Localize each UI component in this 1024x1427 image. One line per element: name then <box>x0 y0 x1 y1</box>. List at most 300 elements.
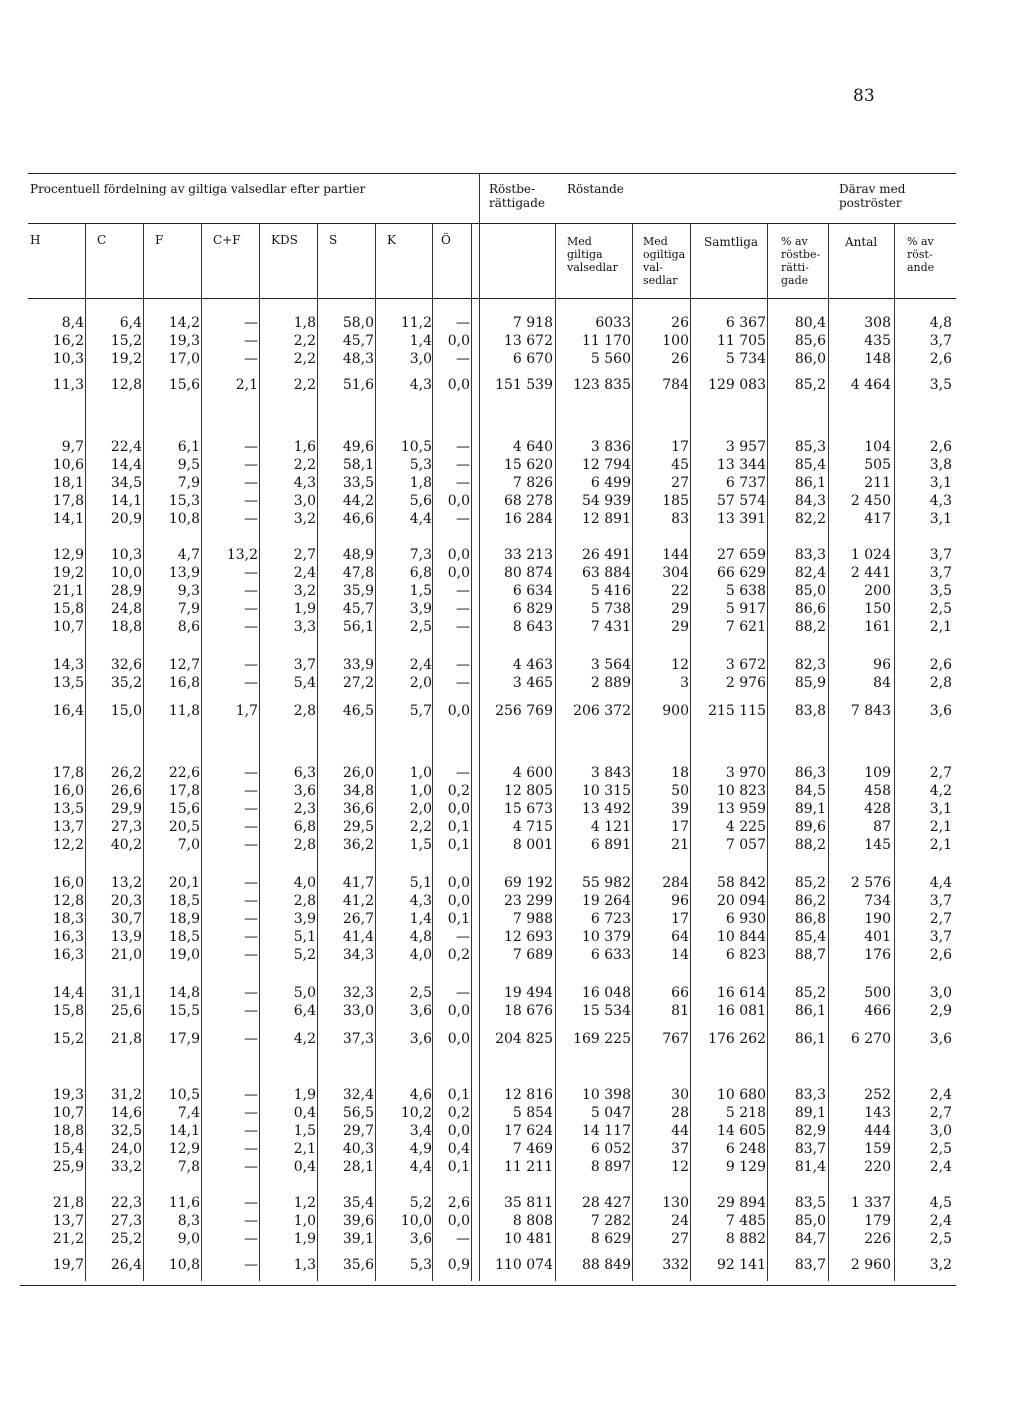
cell-o: — <box>456 601 470 617</box>
cell-f: 17,9 <box>168 1031 200 1047</box>
cell-pct-rostber: 85,2 <box>794 875 826 891</box>
cell-f: 22,6 <box>168 765 200 781</box>
cell-f: 12,7 <box>168 657 200 673</box>
cell-s: 32,4 <box>342 1087 374 1103</box>
cell-s: 41,2 <box>342 893 374 909</box>
cell-f: 6,1 <box>177 439 200 455</box>
table-row <box>0 1255 1024 1275</box>
cell-s: 27,2 <box>342 675 374 691</box>
cell-antal: 401 <box>864 929 891 945</box>
cell-samtliga: 13 344 <box>717 457 766 473</box>
table-row <box>0 349 1024 369</box>
cell-antal: 1 024 <box>850 547 891 563</box>
cell-pct-rostber: 86,0 <box>794 351 826 367</box>
cell-rostberattigade: 110 074 <box>495 1257 553 1273</box>
cell-s: 41,7 <box>342 875 374 891</box>
cell-rostberattigade: 7 826 <box>512 475 553 491</box>
cell-rostberattigade: 19 494 <box>504 985 553 1001</box>
cell-k: 3,9 <box>409 601 432 617</box>
cell-o: 0,1 <box>447 819 470 835</box>
cell-pct-rost: 3,1 <box>929 801 952 817</box>
cell-h: 13,5 <box>52 801 84 817</box>
cell-k: 1,8 <box>409 475 432 491</box>
cell-kds: 1,6 <box>293 439 316 455</box>
cell-k: 2,0 <box>409 801 432 817</box>
cell-rostberattigade: 10 481 <box>504 1231 553 1247</box>
cell-med-ogiltiga: 17 <box>671 911 689 927</box>
table-title: Procentuell fördelning av giltiga valsedlar efter partier <box>30 182 366 196</box>
cell-pct-rost: 2,4 <box>929 1213 952 1229</box>
cell-s: 46,5 <box>342 703 374 719</box>
cell-med-giltiga: 5 738 <box>590 601 631 617</box>
cell-pct-rostber: 88,7 <box>794 947 826 963</box>
cell-h: 11,3 <box>52 377 84 393</box>
cell-rostberattigade: 8 643 <box>512 619 553 635</box>
cell-antal: 7 843 <box>850 703 891 719</box>
cell-s: 35,4 <box>342 1195 374 1211</box>
cell-antal: 150 <box>864 601 891 617</box>
cell-f: 20,1 <box>168 875 200 891</box>
cell-kds: 4,3 <box>293 475 316 491</box>
cell-samtliga: 4 225 <box>725 819 766 835</box>
cell-rostberattigade: 8 001 <box>512 837 553 853</box>
cell-kds: 6,3 <box>293 765 316 781</box>
cell-samtliga: 9 129 <box>725 1159 766 1175</box>
cell-samtliga: 7 621 <box>725 619 766 635</box>
cell-rostberattigade: 16 284 <box>504 511 553 527</box>
cell-h: 10,3 <box>52 351 84 367</box>
cell-antal: 104 <box>864 439 891 455</box>
header-darav-line1: Därav med <box>839 182 906 196</box>
cell-med-ogiltiga: 45 <box>671 457 689 473</box>
cell-o: 0,2 <box>447 947 470 963</box>
cell-o: — <box>456 1231 470 1247</box>
cell-s: 56,1 <box>342 619 374 635</box>
table-row <box>0 781 1024 801</box>
cell-pct-rost: 2,7 <box>929 765 952 781</box>
cell-cf: — <box>244 333 258 349</box>
cell-samtliga: 10 680 <box>717 1087 766 1103</box>
cell-rostberattigade: 204 825 <box>495 1031 553 1047</box>
cell-s: 36,6 <box>342 801 374 817</box>
cell-pct-rostber: 84,5 <box>794 783 826 799</box>
cell-med-ogiltiga: 12 <box>671 1159 689 1175</box>
cell-antal: 161 <box>864 619 891 635</box>
cell-h: 21,2 <box>52 1231 84 1247</box>
cell-med-giltiga: 6 891 <box>590 837 631 853</box>
table-row <box>0 817 1024 837</box>
cell-o: — <box>456 985 470 1001</box>
cell-med-giltiga: 5 416 <box>590 583 631 599</box>
cell-cf: — <box>244 1087 258 1103</box>
cell-c: 6,4 <box>119 315 142 331</box>
table-row <box>0 1211 1024 1231</box>
cell-s: 45,7 <box>342 601 374 617</box>
cell-c: 24,0 <box>110 1141 142 1157</box>
header-med-giltiga-1: Med <box>567 235 592 248</box>
table-row <box>0 375 1024 395</box>
cell-cf: — <box>244 1213 258 1229</box>
cell-rostberattigade: 5 854 <box>512 1105 553 1121</box>
table-row <box>0 983 1024 1003</box>
cell-o: 0,0 <box>447 875 470 891</box>
cell-cf: — <box>244 511 258 527</box>
cell-antal: 220 <box>864 1159 891 1175</box>
cell-kds: 5,1 <box>293 929 316 945</box>
cell-antal: 226 <box>864 1231 891 1247</box>
cell-pct-rostber: 82,4 <box>794 565 826 581</box>
cell-kds: 3,6 <box>293 783 316 799</box>
cell-pct-rost: 4,8 <box>929 315 952 331</box>
cell-cf: — <box>244 985 258 1001</box>
cell-antal: 200 <box>864 583 891 599</box>
cell-samtliga: 129 083 <box>708 377 766 393</box>
table-bottom-rule <box>20 1285 956 1286</box>
cell-pct-rost: 2,6 <box>929 947 952 963</box>
cell-rostberattigade: 15 620 <box>504 457 553 473</box>
cell-rostberattigade: 69 192 <box>504 875 553 891</box>
cell-f: 7,9 <box>177 601 200 617</box>
cell-rostberattigade: 12 816 <box>504 1087 553 1103</box>
cell-pct-rost: 2,7 <box>929 1105 952 1121</box>
header-col-c: C <box>97 233 107 247</box>
cell-antal: 96 <box>873 657 891 673</box>
cell-f: 7,0 <box>177 837 200 853</box>
cell-c: 31,1 <box>110 985 142 1001</box>
cell-h: 14,4 <box>52 985 84 1001</box>
cell-med-giltiga: 8 629 <box>590 1231 631 1247</box>
cell-pct-rostber: 83,3 <box>794 547 826 563</box>
cell-h: 18,8 <box>52 1123 84 1139</box>
cell-h: 21,8 <box>52 1195 84 1211</box>
table-row <box>0 1139 1024 1159</box>
header-med-giltiga-3: valsedlar <box>567 261 618 274</box>
cell-rostberattigade: 6 829 <box>512 601 553 617</box>
cell-cf: — <box>244 1195 258 1211</box>
header-col-k: K <box>387 233 396 247</box>
cell-f: 15,6 <box>168 801 200 817</box>
cell-rostberattigade: 4 463 <box>512 657 553 673</box>
cell-med-giltiga: 12 891 <box>582 511 631 527</box>
cell-pct-rostber: 85,4 <box>794 457 826 473</box>
cell-c: 26,2 <box>110 765 142 781</box>
cell-h: 8,4 <box>61 315 84 331</box>
cell-pct-rost: 2,1 <box>929 619 952 635</box>
cell-samtliga: 16 614 <box>717 985 766 1001</box>
cell-med-giltiga: 6 723 <box>590 911 631 927</box>
cell-h: 16,0 <box>52 875 84 891</box>
cell-h: 15,8 <box>52 601 84 617</box>
cell-o: 0,1 <box>447 1087 470 1103</box>
cell-c: 34,5 <box>110 475 142 491</box>
cell-rostberattigade: 15 673 <box>504 801 553 817</box>
cell-s: 34,8 <box>342 783 374 799</box>
cell-pct-rostber: 89,1 <box>794 1105 826 1121</box>
cell-med-giltiga: 8 897 <box>590 1159 631 1175</box>
cell-pct-rostber: 86,1 <box>794 475 826 491</box>
cell-k: 4,6 <box>409 1087 432 1103</box>
cell-o: 0,2 <box>447 783 470 799</box>
cell-pct-rostber: 89,1 <box>794 801 826 817</box>
cell-pct-rostber: 82,3 <box>794 657 826 673</box>
cell-antal: 500 <box>864 985 891 1001</box>
table-row <box>0 891 1024 911</box>
cell-pct-rostber: 83,7 <box>794 1257 826 1273</box>
cell-pct-rostber: 85,0 <box>794 583 826 599</box>
table-row <box>0 599 1024 619</box>
cell-antal: 308 <box>864 315 891 331</box>
cell-pct-rostber: 85,4 <box>794 929 826 945</box>
cell-cf: — <box>244 565 258 581</box>
cell-h: 15,2 <box>52 1031 84 1047</box>
cell-f: 11,6 <box>168 1195 200 1211</box>
cell-pct-rost: 2,5 <box>929 601 952 617</box>
cell-med-ogiltiga: 66 <box>671 985 689 1001</box>
cell-f: 14,1 <box>168 1123 200 1139</box>
cell-med-ogiltiga: 767 <box>662 1031 689 1047</box>
cell-o: 0,1 <box>447 837 470 853</box>
table-row <box>0 655 1024 675</box>
cell-k: 3,6 <box>409 1231 432 1247</box>
table-row <box>0 563 1024 583</box>
cell-c: 15,0 <box>110 703 142 719</box>
cell-s: 58,0 <box>342 315 374 331</box>
cell-med-ogiltiga: 100 <box>662 333 689 349</box>
cell-s: 32,3 <box>342 985 374 1001</box>
cell-antal: 179 <box>864 1213 891 1229</box>
cell-rostberattigade: 6 670 <box>512 351 553 367</box>
cell-med-ogiltiga: 29 <box>671 619 689 635</box>
cell-k: 10,5 <box>400 439 432 455</box>
cell-cf: 13,2 <box>226 547 258 563</box>
cell-f: 10,5 <box>168 1087 200 1103</box>
cell-cf: — <box>244 801 258 817</box>
cell-antal: 428 <box>864 801 891 817</box>
cell-f: 9,3 <box>177 583 200 599</box>
cell-cf: — <box>244 601 258 617</box>
cell-o: 0,4 <box>447 1141 470 1157</box>
cell-pct-rost: 2,6 <box>929 351 952 367</box>
cell-o: 0,0 <box>447 333 470 349</box>
cell-pct-rost: 2,1 <box>929 819 952 835</box>
cell-o: — <box>456 929 470 945</box>
cell-k: 1,0 <box>409 783 432 799</box>
cell-rostberattigade: 4 640 <box>512 439 553 455</box>
cell-med-ogiltiga: 18 <box>671 765 689 781</box>
cell-k: 1,4 <box>409 333 432 349</box>
cell-kds: 1,9 <box>293 1231 316 1247</box>
cell-c: 28,9 <box>110 583 142 599</box>
header-antal: Antal <box>845 235 878 249</box>
cell-c: 21,8 <box>110 1031 142 1047</box>
cell-o: 0,9 <box>447 1257 470 1273</box>
cell-antal: 4 464 <box>850 377 891 393</box>
cell-f: 15,6 <box>168 377 200 393</box>
cell-med-ogiltiga: 27 <box>671 475 689 491</box>
cell-h: 16,0 <box>52 783 84 799</box>
cell-c: 22,3 <box>110 1195 142 1211</box>
cell-k: 2,5 <box>409 619 432 635</box>
cell-s: 29,7 <box>342 1123 374 1139</box>
cell-cf: — <box>244 1003 258 1019</box>
cell-samtliga: 6 248 <box>725 1141 766 1157</box>
cell-kds: 4,0 <box>293 875 316 891</box>
cell-s: 45,7 <box>342 333 374 349</box>
cell-c: 14,4 <box>110 457 142 473</box>
cell-med-giltiga: 19 264 <box>582 893 631 909</box>
cell-kds: 1,9 <box>293 1087 316 1103</box>
header-col-f: F <box>155 233 164 247</box>
cell-s: 33,0 <box>342 1003 374 1019</box>
cell-med-giltiga: 123 835 <box>573 377 631 393</box>
cell-cf: — <box>244 315 258 331</box>
header-pct-rost-1: % av <box>907 235 934 248</box>
cell-f: 8,3 <box>177 1213 200 1229</box>
cell-pct-rostber: 86,6 <box>794 601 826 617</box>
cell-med-ogiltiga: 22 <box>671 583 689 599</box>
cell-pct-rost: 2,9 <box>929 1003 952 1019</box>
cell-cf: — <box>244 1159 258 1175</box>
cell-k: 1,0 <box>409 765 432 781</box>
cell-med-ogiltiga: 130 <box>662 1195 689 1211</box>
cell-k: 5,2 <box>409 1195 432 1211</box>
cell-h: 16,3 <box>52 947 84 963</box>
cell-kds: 1,3 <box>293 1257 316 1273</box>
cell-o: 0,1 <box>447 911 470 927</box>
cell-k: 2,5 <box>409 985 432 1001</box>
cell-pct-rost: 2,7 <box>929 911 952 927</box>
cell-samtliga: 5 638 <box>725 583 766 599</box>
cell-med-giltiga: 5 047 <box>590 1105 631 1121</box>
cell-f: 19,0 <box>168 947 200 963</box>
cell-samtliga: 11 705 <box>717 333 766 349</box>
header-samtliga: Samtliga <box>704 235 759 249</box>
cell-med-giltiga: 2 889 <box>590 675 631 691</box>
cell-cf: — <box>244 1123 258 1139</box>
cell-samtliga: 2 976 <box>725 675 766 691</box>
cell-k: 2,2 <box>409 819 432 835</box>
header-rostberattigade-line1: Röstbe- <box>489 182 536 196</box>
cell-s: 39,1 <box>342 1231 374 1247</box>
cell-o: 0,0 <box>447 1213 470 1229</box>
cell-antal: 252 <box>864 1087 891 1103</box>
cell-antal: 84 <box>873 675 891 691</box>
cell-kds: 2,8 <box>293 837 316 853</box>
header-pct-rost-3: ande <box>907 261 935 274</box>
cell-samtliga: 7 057 <box>725 837 766 853</box>
header-med-ogiltiga-4: sedlar <box>643 274 678 287</box>
cell-kds: 2,8 <box>293 893 316 909</box>
cell-med-giltiga: 7 431 <box>590 619 631 635</box>
cell-o: — <box>456 583 470 599</box>
cell-k: 3,6 <box>409 1031 432 1047</box>
cell-s: 26,0 <box>342 765 374 781</box>
cell-c: 31,2 <box>110 1087 142 1103</box>
cell-med-ogiltiga: 14 <box>671 947 689 963</box>
table-row <box>0 1029 1024 1049</box>
cell-o: 0,0 <box>447 801 470 817</box>
cell-kds: 3,0 <box>293 493 316 509</box>
cell-samtliga: 57 574 <box>717 493 766 509</box>
cell-med-ogiltiga: 17 <box>671 439 689 455</box>
cell-h: 13,5 <box>52 675 84 691</box>
cell-kds: 2,2 <box>293 377 316 393</box>
cell-h: 12,2 <box>52 837 84 853</box>
cell-c: 32,5 <box>110 1123 142 1139</box>
cell-s: 47,8 <box>342 565 374 581</box>
cell-h: 14,3 <box>52 657 84 673</box>
cell-o: 2,6 <box>447 1195 470 1211</box>
cell-pct-rostber: 82,2 <box>794 511 826 527</box>
cell-rostberattigade: 12 693 <box>504 929 553 945</box>
cell-pct-rostber: 83,7 <box>794 1141 826 1157</box>
cell-pct-rostber: 85,0 <box>794 1213 826 1229</box>
cell-pct-rostber: 85,3 <box>794 439 826 455</box>
cell-o: 0,0 <box>447 493 470 509</box>
cell-s: 36,2 <box>342 837 374 853</box>
cell-pct-rost: 2,5 <box>929 1231 952 1247</box>
cell-k: 4,8 <box>409 929 432 945</box>
cell-med-ogiltiga: 44 <box>671 1123 689 1139</box>
cell-pct-rost: 3,2 <box>929 1257 952 1273</box>
cell-k: 3,6 <box>409 1003 432 1019</box>
cell-kds: 1,0 <box>293 1213 316 1229</box>
cell-s: 56,5 <box>342 1105 374 1121</box>
cell-samtliga: 5 218 <box>725 1105 766 1121</box>
cell-pct-rostber: 84,3 <box>794 493 826 509</box>
cell-med-ogiltiga: 37 <box>671 1141 689 1157</box>
cell-samtliga: 10 823 <box>717 783 766 799</box>
cell-pct-rost: 3,1 <box>929 511 952 527</box>
cell-f: 17,8 <box>168 783 200 799</box>
cell-pct-rost: 3,5 <box>929 583 952 599</box>
cell-med-ogiltiga: 332 <box>662 1257 689 1273</box>
cell-f: 18,9 <box>168 911 200 927</box>
cell-pct-rost: 3,5 <box>929 377 952 393</box>
cell-f: 10,8 <box>168 511 200 527</box>
table-row <box>0 873 1024 893</box>
cell-med-ogiltiga: 29 <box>671 601 689 617</box>
cell-samtliga: 92 141 <box>717 1257 766 1273</box>
cell-pct-rost: 4,2 <box>929 783 952 799</box>
header-pct-rostber-4: gade <box>781 274 809 287</box>
cell-kds: 2,2 <box>293 333 316 349</box>
cell-f: 7,9 <box>177 475 200 491</box>
table-row <box>0 799 1024 819</box>
cell-c: 18,8 <box>110 619 142 635</box>
cell-samtliga: 6 367 <box>725 315 766 331</box>
cell-c: 10,0 <box>110 565 142 581</box>
header-pct-rostber-3: rätti- <box>781 261 809 274</box>
cell-h: 17,8 <box>52 765 84 781</box>
cell-cf: — <box>244 493 258 509</box>
cell-med-giltiga: 10 315 <box>582 783 631 799</box>
cell-cf: — <box>244 457 258 473</box>
cell-k: 4,0 <box>409 947 432 963</box>
cell-med-ogiltiga: 12 <box>671 657 689 673</box>
cell-f: 11,8 <box>168 703 200 719</box>
cell-rostberattigade: 35 811 <box>504 1195 553 1211</box>
cell-samtliga: 7 485 <box>725 1213 766 1229</box>
cell-rostberattigade: 7 469 <box>512 1141 553 1157</box>
cell-antal: 2 576 <box>850 875 891 891</box>
cell-med-giltiga: 6 052 <box>590 1141 631 1157</box>
table-row <box>0 1157 1024 1177</box>
cell-c: 26,6 <box>110 783 142 799</box>
header-pct-rostber-1: % av <box>781 235 808 248</box>
cell-kds: 6,4 <box>293 1003 316 1019</box>
cell-rostberattigade: 8 808 <box>512 1213 553 1229</box>
